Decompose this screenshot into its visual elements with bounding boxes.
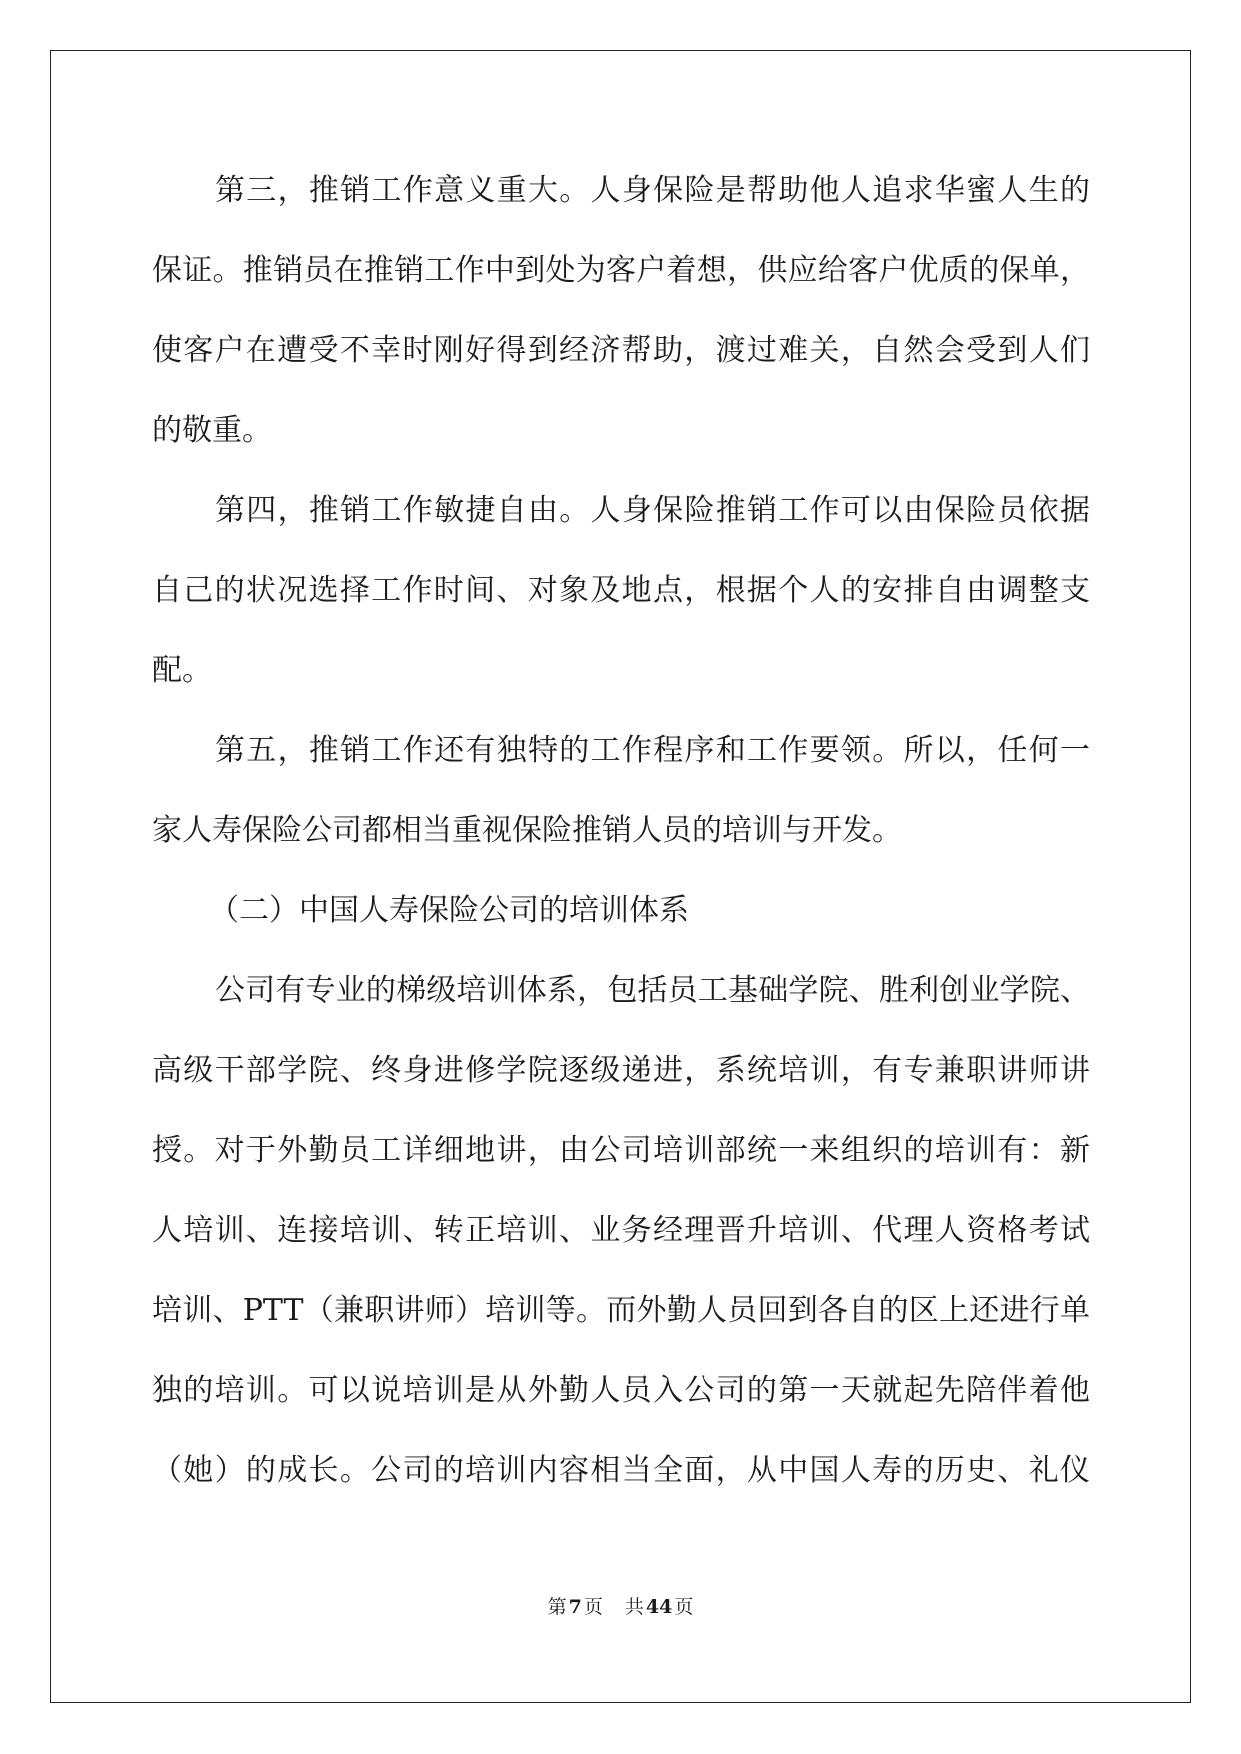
text-line: 家人寿保险公司都相当重视保险推销人员的培训与开发。 [152,813,902,848]
text-line: 第四，推销工作敏捷自由。人身保险推销工作可以由保险员依据 [215,493,1090,528]
text-line: 的敬重。 [152,413,272,448]
page-footer [0,1594,1241,1620]
text-line: 授。对于外勤员工详细地讲，由公司培训部统一来组织的培训有：新 [152,1133,1090,1168]
text-line: 公司有专业的梯级培训体系，包括员工基础学院、胜利创业学院、 [215,973,1090,1008]
total-prefix: 共 [624,1596,644,1618]
text-line: 独的培训。可以说培训是从外勤人员入公司的第一天就起先陪伴着他 [152,1373,1090,1408]
page-number: 7 [568,1596,582,1618]
total-suffix: 页 [674,1596,694,1618]
section-heading: （二）中国人寿保险公司的培训体系 [209,893,689,928]
page-prefix: 第 [547,1596,567,1618]
text-line: 自己的状况选择工作时间、对象及地点，根据个人的安排自由调整支 [152,573,1090,608]
page-suffix: 页 [583,1596,603,1618]
text-line: 人培训、连接培训、转正培训、业务经理晋升培训、代理人资格考试 [152,1213,1090,1248]
text-line: 培训、PTT（兼职讲师）培训等。而外勤人员回到各自的区上还进行单 [152,1293,1090,1328]
document-body [152,165,1090,1525]
text-line: 使客户在遭受不幸时刚好得到经济帮助，渡过难关，自然会受到人们 [152,333,1090,368]
text-line: 高级干部学院、终身进修学院逐级递进，系统培训，有专兼职讲师讲 [152,1053,1090,1088]
text-line: 第三，推销工作意义重大。人身保险是帮助他人追求华蜜人生的 [215,173,1090,208]
text-line: 第五，推销工作还有独特的工作程序和工作要领。所以，任何一 [215,733,1090,768]
total-pages: 44 [645,1596,673,1618]
text-line: 配。 [152,653,212,688]
text-line: （她）的成长。公司的培训内容相当全面，从中国人寿的历史、礼仪 [152,1453,1090,1488]
text-line: 保证。推销员在推销工作中到处为客户着想，供应给客户优质的保单， [152,253,1090,288]
